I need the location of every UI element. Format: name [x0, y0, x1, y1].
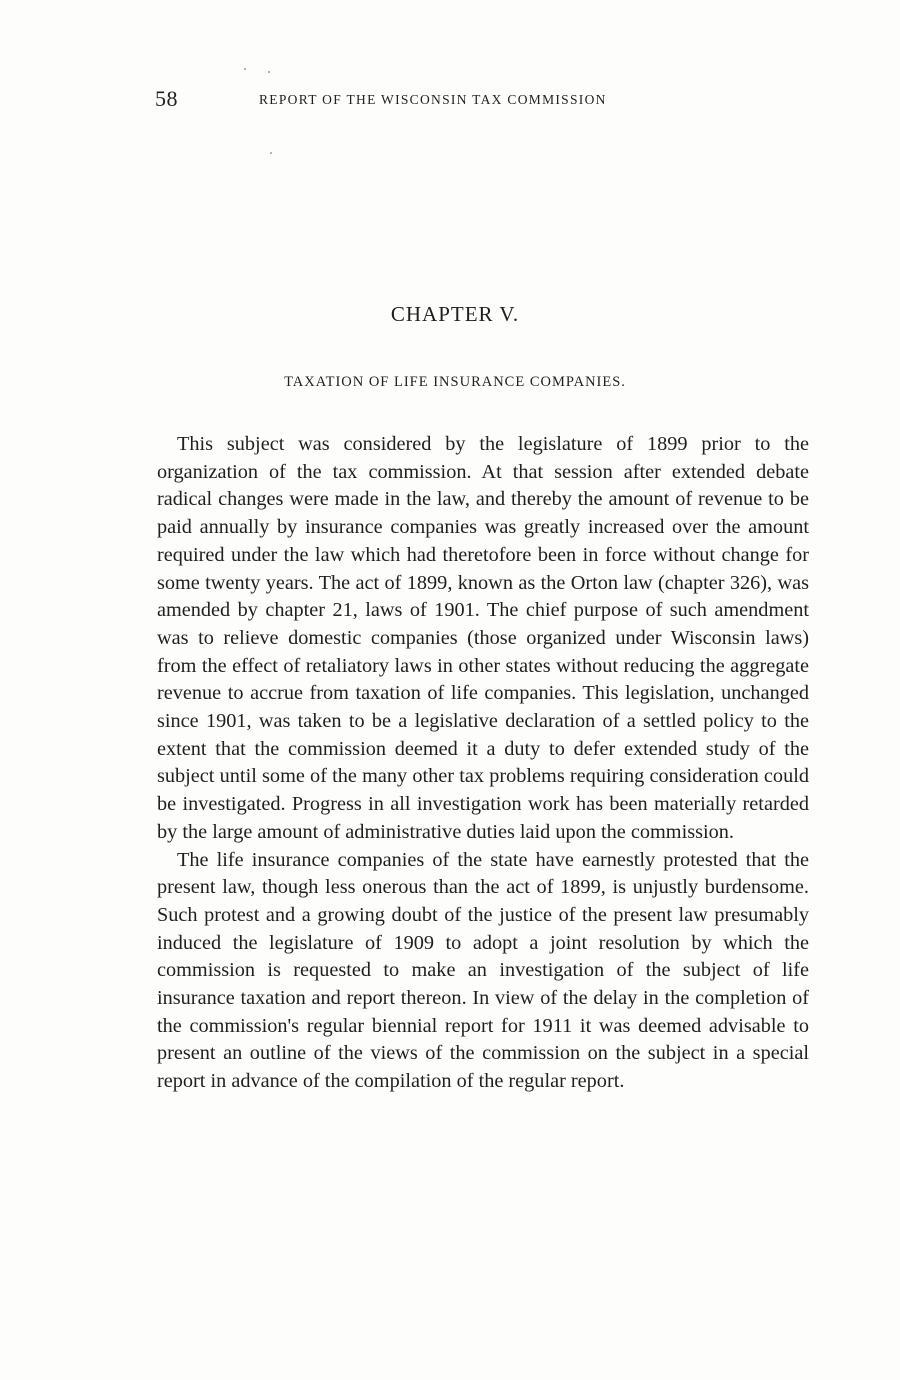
running-head: REPORT OF THE WISCONSIN TAX COMMISSION [259, 92, 607, 107]
chapter-subtitle: TAXATION OF LIFE INSURANCE COMPANIES. [284, 374, 626, 390]
paragraph: The life insurance companies of the state have earnestly protested that the present law, though less onerous than the act of 1899, is unjustly burdensome. Such protest and a growing doubt of the justice of the present law presumably induced the legislature of 1909 to adopt a joint resolution by which the commission is requested to make an investigation of the subject of life insurance taxation and report thereon. In view of the delay in the completion of the commission's regular biennial report for 1911 it was deemed advisable to present an outline of the views of the commission on the subject in a special report in advance of the compilation of the regular report. [157, 848, 809, 1093]
scan-speck [268, 71, 270, 73]
page-header [155, 86, 805, 116]
chapter-title: CHAPTER V. [390, 302, 520, 326]
scan-speck [270, 152, 272, 154]
scan-speck [244, 68, 246, 70]
page-number: 58 [155, 86, 178, 111]
body-text [157, 431, 809, 1096]
paragraph: This subject was considered by the legislature of 1899 prior to the organization of the tax commission. At that session after extended debate radical changes were made in the law, and thereby the amount of revenue to be paid annually by insurance companies was greatly increased over the amount required under the law which had theretofore been in force without change for some twenty years. The act of 1899, known as the Orton law (chapter 326), was amended by chapter 21, laws of 1901. The chief purpose of such amendment was to relieve domestic companies (those organized under Wisconsin laws) from the effect of retaliatory laws in other states without reducing the aggregate revenue to accrue from taxation of life companies. This legislation, unchanged since 1901, was taken to be a legislative declaration of a settled policy to the extent that the commission deemed it a duty to defer extended study of the subject until some of the many other tax problems requiring consideration could be investigated. Progress in all investigation work has been materially retarded by the large amount of administrative duties laid upon the commission. [157, 433, 809, 843]
